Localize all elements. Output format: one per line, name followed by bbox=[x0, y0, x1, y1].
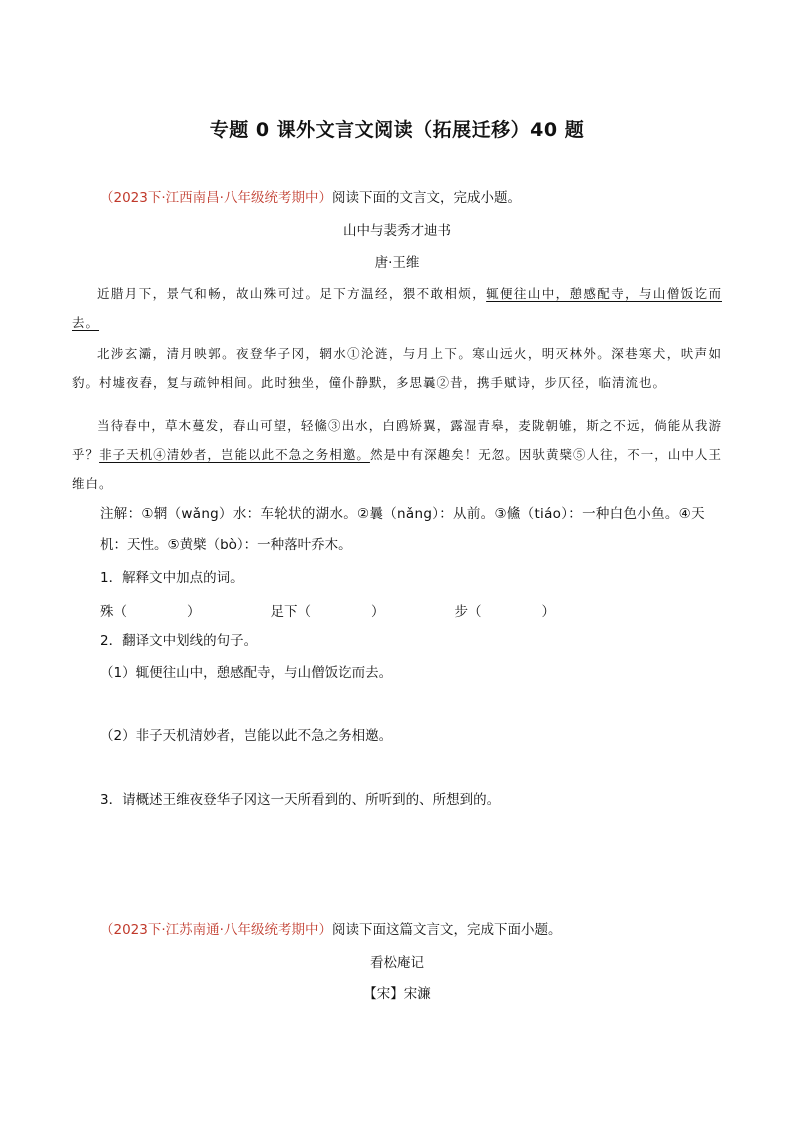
question-1: 1．解释文中加点的词。 bbox=[100, 570, 244, 586]
blank-shu[interactable] bbox=[127, 600, 187, 620]
passage-paragraph-3 bbox=[72, 411, 722, 498]
blank-close: ） bbox=[187, 604, 201, 620]
section2-instruction: 阅读下面这篇文言文，完成下面小题。 bbox=[331, 922, 562, 938]
question-2-1: （1）辄便往山中，憩感配寺，与山僧饭讫而去。 bbox=[100, 665, 393, 681]
passage-p3-text-a: 当待春中，草木蔓发，春山可望，轻鯈③出水，白鸥矫翼，露湿青皋，麦陇朝雊，斯之不远，倘能从我游乎？ bbox=[72, 418, 722, 462]
blank-close: ） bbox=[541, 604, 555, 620]
passage-p3-text-b: 然是中有深趣矣！无忽。因驮黄檗⑤人往，不一，山中人王维白。 bbox=[72, 447, 722, 491]
page-title: 专题 0 课外文言文阅读（拓展迁移）40 题 bbox=[209, 119, 585, 141]
section2-source: （2023下·江苏南通·八年级统考期中） bbox=[100, 922, 332, 938]
notes-line-2: 机：天性。⑤黄檗（bò）：一种落叶乔木。 bbox=[100, 537, 352, 553]
blank-close: ） bbox=[371, 604, 385, 620]
question-1-blanks bbox=[100, 600, 555, 620]
blank-label-bu: 步（ bbox=[454, 604, 482, 620]
passage-paragraph-1 bbox=[72, 279, 722, 337]
blank-bu[interactable] bbox=[482, 600, 542, 620]
passage-p1-text: 近腊月下，景气和畅，故山殊可过。足下方温经，猥不敢相烦， bbox=[97, 286, 487, 301]
section1-intro bbox=[100, 186, 720, 206]
blank-zuxia[interactable] bbox=[311, 600, 371, 620]
section1-text-title: 山中与裴秀才迪书 bbox=[343, 223, 451, 239]
blank-label-shu: 殊（ bbox=[100, 604, 127, 620]
section2-text-title: 看松庵记 bbox=[370, 955, 424, 971]
section2-author: 【宋】宋濂 bbox=[363, 986, 431, 1002]
passage-paragraph-2: 北涉玄灞，清月映郭。夜登华子冈，辋水①沦涟，与月上下。寒山远火，明灭林外。深巷寒犬，吠声如豹。村墟夜舂，复与疏钟相间。此时独坐，僮仆静默，多思曩②昔，携手赋诗，步仄径，临清流也。 bbox=[72, 346, 722, 390]
section2-intro bbox=[100, 918, 720, 938]
blank-label-zuxia: 足下（ bbox=[270, 604, 311, 620]
question-2: 2．翻译文中划线的句子。 bbox=[100, 633, 258, 649]
section1-author: 唐·王维 bbox=[374, 255, 420, 271]
question-2-2: （2）非子天机清妙者，岂能以此不急之务相邀。 bbox=[100, 728, 393, 744]
notes-line-1: 注解：①辋（wǎng）水：车轮状的湖水。②曩（nǎng）：从前。③鯈（tiáo）：一种白色小鱼。④天 bbox=[100, 506, 705, 522]
section1-instruction: 阅读下面的文言文，完成小题。 bbox=[331, 190, 521, 206]
underlined-sentence-2: 非子天机④清妙者，岂能以此不急之务相邀。 bbox=[99, 447, 370, 462]
underlined-sentence-1: 辄便往山中，憩感配寺，与山僧饭讫而去。 bbox=[72, 286, 722, 330]
section1-source: （2023下·江西南昌·八年级统考期中） bbox=[100, 190, 332, 206]
question-3: 3．请概述王维夜登华子冈这一天所看到的、所听到的、所想到的。 bbox=[100, 792, 501, 808]
